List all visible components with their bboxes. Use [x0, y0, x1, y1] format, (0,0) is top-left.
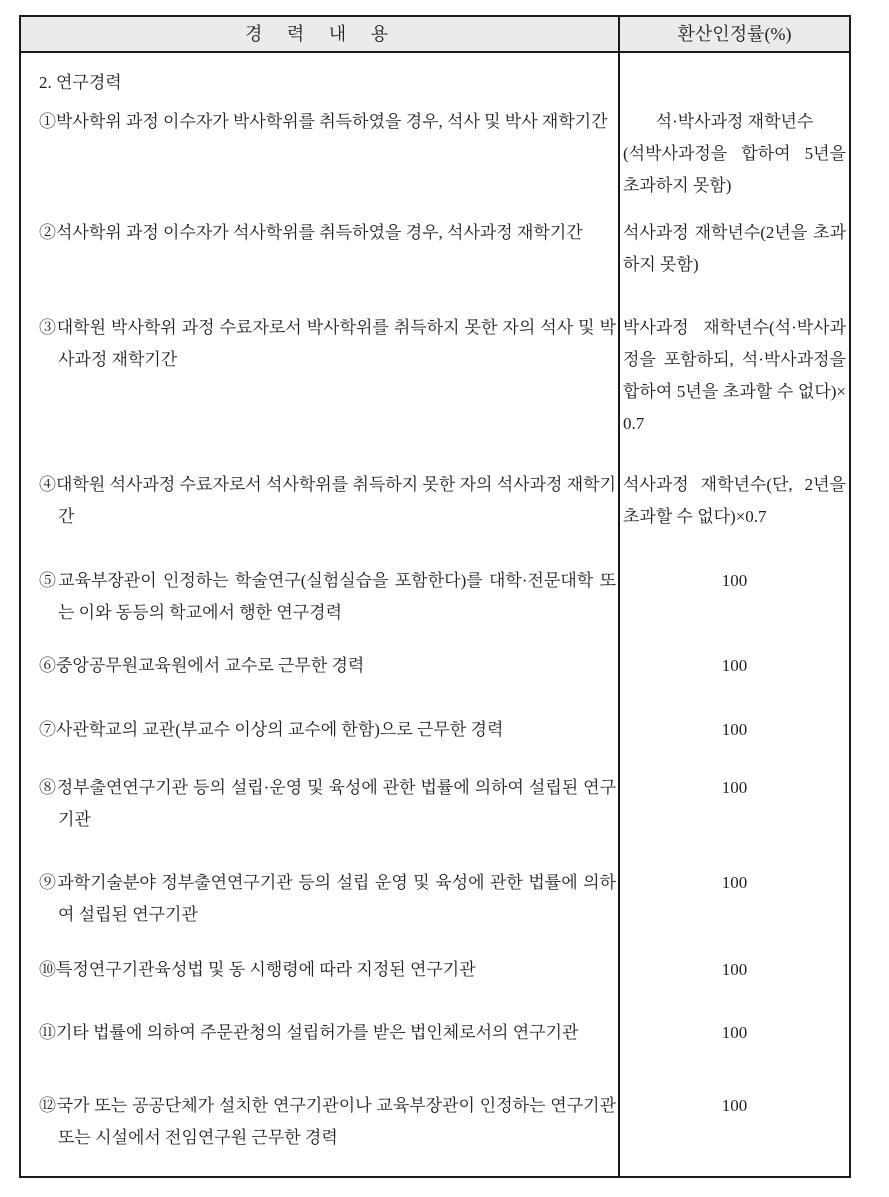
table-body — [21, 104, 849, 1176]
table-row — [21, 104, 849, 215]
career-content-text: ⑪기타 법률에 의하여 주문관청의 설립허가를 받은 법인체로서의 연구기관 — [39, 1023, 579, 1042]
conversion-rate-cell — [620, 104, 849, 215]
table-row — [21, 310, 849, 467]
career-recognition-table — [19, 15, 851, 1178]
table-row — [21, 770, 849, 865]
table-row — [21, 952, 849, 1015]
conversion-rate-note: 석사과정 재학년수(단, 2년을 초과할 수 없다)×0.7 — [623, 475, 846, 526]
conversion-rate-value: 100 — [721, 1023, 748, 1042]
career-content-cell — [21, 104, 620, 215]
conversion-rate-cell — [620, 865, 849, 952]
table-row — [21, 648, 849, 712]
conversion-rate-value: 100 — [721, 656, 748, 675]
conversion-rate-note: 석사과정 재학년수(2년을 초과하지 못함) — [623, 223, 846, 274]
table-row — [21, 467, 849, 563]
conversion-rate-cell — [620, 952, 849, 1015]
career-content-cell — [21, 865, 620, 952]
career-content-text: ⑤교육부장관이 인정하는 학술연구(실험실습을 포함한다)를 대학·전문대학 또는 이와 동등의 학교에서 행한 연구경력 — [39, 571, 616, 622]
conversion-rate-value: 100 — [721, 960, 748, 979]
header-conversion-rate: 환산인정률(%) — [677, 24, 792, 44]
conversion-rate-value: 100 — [721, 778, 748, 797]
header-career-content: 경 력 내 용 — [21, 17, 620, 51]
career-content-cell — [21, 770, 620, 865]
table-header-row — [21, 17, 849, 53]
conversion-rate-cell — [620, 770, 849, 865]
table-row — [21, 1015, 849, 1088]
career-content-text: ⑥중앙공무원교육원에서 교수로 근무한 경력 — [39, 656, 365, 675]
section-cell — [21, 53, 620, 104]
conversion-rate-value: 100 — [721, 720, 748, 739]
conversion-rate-note: 박사과정 재학년수(석·박사과정을 포함하되, 석·박사과정을 합하여 5년을 초과할 수 없다)×0.7 — [623, 318, 846, 433]
career-content-cell — [21, 952, 620, 1015]
conversion-rate-value: 100 — [721, 873, 748, 892]
table-row — [21, 865, 849, 952]
conversion-rate-cell — [620, 215, 849, 310]
conversion-rate-value: 100 — [721, 571, 748, 590]
career-content-cell — [21, 712, 620, 770]
career-content-text: ②석사학위 과정 이수자가 석사학위를 취득하였을 경우, 석사과정 재학기간 — [39, 223, 583, 242]
career-content-cell — [21, 310, 620, 467]
section-row — [21, 53, 849, 104]
section-title: 2. 연구경력 — [39, 73, 122, 92]
conversion-rate-value: 석·박사과정 재학년수 — [655, 112, 814, 131]
career-content-text: ⑩특정연구기관육성법 및 동 시행령에 따라 지정된 연구기관 — [39, 960, 476, 979]
conversion-rate-cell — [620, 467, 849, 563]
career-content-cell — [21, 467, 620, 563]
career-content-text: ⑫국가 또는 공공단체가 설치한 연구기관이나 교육부장관이 인정하는 연구기관 또는 시설에서 전임연구원 근무한 경력 — [39, 1096, 616, 1147]
conversion-rate-cell — [620, 1088, 849, 1176]
career-content-text: ⑦사관학교의 교관(부교수 이상의 교수에 한함)으로 근무한 경력 — [39, 720, 504, 739]
career-content-cell — [21, 1015, 620, 1088]
career-content-text: ⑧정부출연연구기관 등의 설립·운영 및 육성에 관한 법률에 의하여 설립된 연구기관 — [39, 778, 616, 829]
table-row — [21, 1088, 849, 1176]
table-row — [21, 563, 849, 648]
table-row — [21, 712, 849, 770]
table-row — [21, 215, 849, 310]
career-content-text: ⑨과학기술분야 정부출연연구기관 등의 설립 운영 및 육성에 관한 법률에 의하여 설립된 연구기관 — [39, 873, 616, 924]
conversion-rate-cell — [620, 310, 849, 467]
career-content-text: ④대학원 석사과정 수료자로서 석사학위를 취득하지 못한 자의 석사과정 재학기간 — [39, 475, 616, 526]
career-content-cell — [21, 563, 620, 648]
conversion-rate-value: 100 — [721, 1096, 748, 1115]
conversion-rate-cell — [620, 648, 849, 712]
career-content-cell — [21, 215, 620, 310]
section-rate-cell — [620, 53, 849, 104]
career-content-cell — [21, 648, 620, 712]
conversion-rate-cell — [620, 712, 849, 770]
conversion-rate-cell — [620, 563, 849, 648]
career-content-text: ①박사학위 과정 이수자가 박사학위를 취득하였을 경우, 석사 및 박사 재학기간 — [39, 112, 608, 131]
conversion-rate-cell — [620, 1015, 849, 1088]
career-content-text: ③대학원 박사학위 과정 수료자로서 박사학위를 취득하지 못한 자의 석사 및 박사과정 재학기간 — [39, 318, 616, 369]
conversion-rate-note: (석박사과정을 합하여 5년을 초과하지 못함) — [623, 144, 846, 195]
career-content-cell — [21, 1088, 620, 1176]
